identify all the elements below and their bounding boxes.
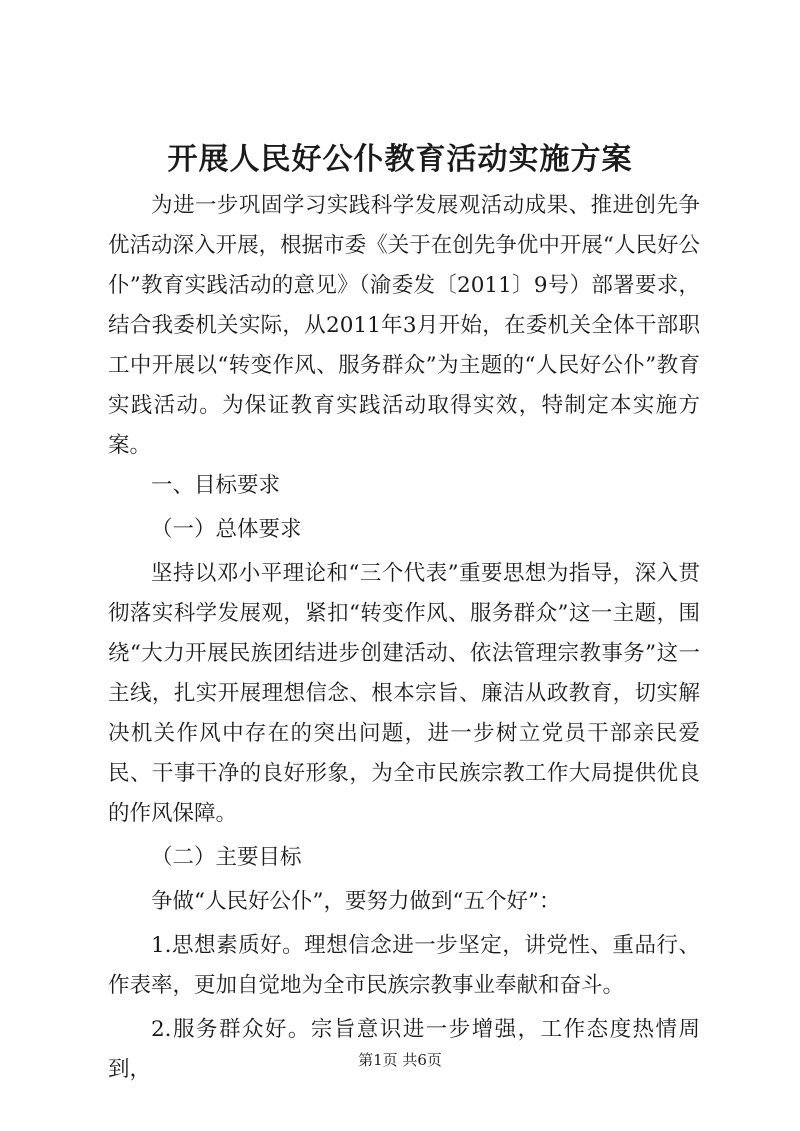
page-number: 第1页 共6页 (358, 1051, 442, 1069)
list-item-1: 1.思想素质好。理想信念进一步坚定，讲党性、重品行、作表率，更加自觉地为全市民族宗教事业奉献和奋斗。 (108, 933, 700, 998)
paragraph-general-requirements: 坚持以邓小平理论和“三个代表”重要思想为指导，深入贯彻落实科学发展观，紧扣“转变作风、服务群众”这一主题，围绕“大力开展民族团结进步创建活动、依法管理宗教事务”这一主线，扎实开展理想信念、根本宗旨、廉洁从政教育，切实解决机关作风中存在的突出问题，进一步树立党员干部亲民爱民、干事干净的良好形象，为全市民族宗教工作大局提供优良的作风保障。 (108, 561, 700, 826)
subsection-heading-1: （一）总体要求 (151, 517, 302, 542)
document-body (108, 186, 700, 1090)
section-heading-1: 一、目标要求 (151, 473, 281, 498)
list-item-2: 2.服务群众好。宗旨意识进一步增强，工作态度热情周到， (108, 1017, 700, 1082)
paragraph-intro: 为进一步巩固学习实践科学发展观活动成果、推进创先争优活动深入开展，根据市委《关于在创先争优中开展“人民好公仆”教育实践活动的意见》（渝委发〔2011〕9号）部署要求，结合我委机关实际，从2011年3月开始，在委机关全体干部职工中开展以“转变作风、服务群众”为主题的“人民好公仆”教育实践活动。为保证教育实践活动取得实效，特制定本实施方案。 (108, 193, 700, 458)
subsection-heading-2: （二）主要目标 (151, 845, 302, 870)
document-title: 开展人民好公仆教育活动实施方案 (167, 142, 633, 177)
paragraph-five-goods: 争做“人民好公仆”，要努力做到“五个好”： (151, 889, 561, 914)
